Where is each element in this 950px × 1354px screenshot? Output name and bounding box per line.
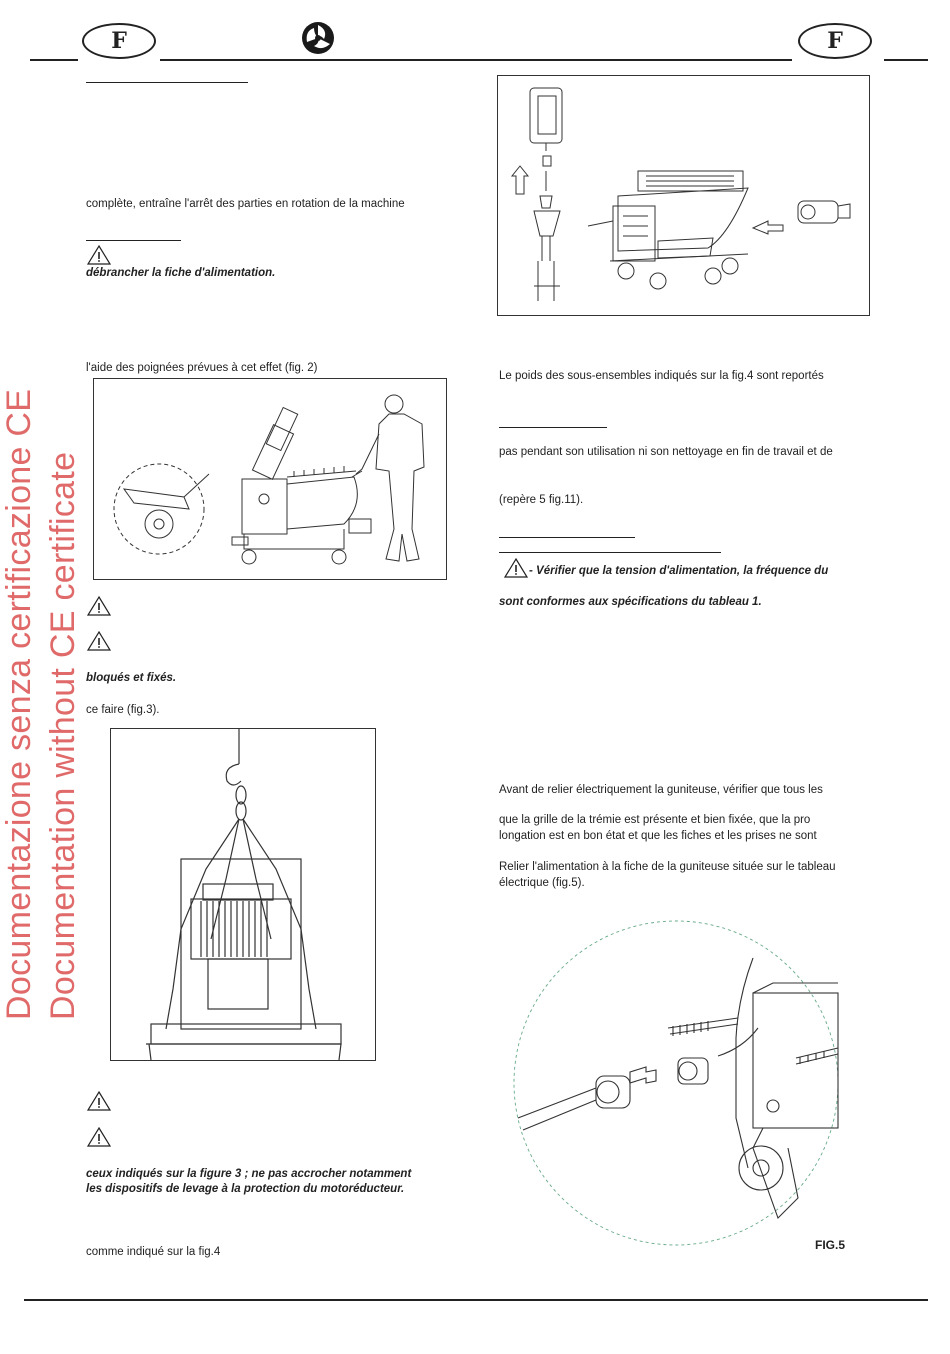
figure-2-machine-transport-illustration <box>94 379 446 579</box>
figure-5-plug-connection-illustration <box>508 918 848 1248</box>
paragraph: pas pendant son utilisation ni son nettoyage en fin de travail et de <box>499 446 833 458</box>
warning-icon <box>503 557 529 579</box>
warning-text: débrancher la fiche d'alimentation. <box>86 267 276 279</box>
figure-4-subassemblies-illustration <box>498 76 869 315</box>
warning-icon <box>86 595 112 617</box>
header-rule-left <box>30 59 78 61</box>
figure-3-frame <box>110 728 376 1061</box>
subheading-rule <box>86 240 181 241</box>
paragraph: électrique (fig.5). <box>499 877 585 889</box>
paragraph: ce faire (fig.3). <box>86 704 160 716</box>
watermark-line-2: Documentation without CE certificate <box>44 451 82 1020</box>
paragraph: Relier l'alimentation à la fiche de la guniteuse située sur le tableau <box>499 861 836 873</box>
paragraph: (repère 5 fig.11). <box>499 494 584 506</box>
figure-4-frame <box>497 75 870 316</box>
paragraph: longation est en bon état et que les fiches et les prises ne sont <box>499 830 817 842</box>
warning-text: bloqués et fixés. <box>86 672 177 684</box>
paragraph: que la grille de la trémie est présente et bien fixée, que la pro <box>499 814 811 826</box>
paragraph: Avant de relier électriquement la guniteuse, vérifier que tous les <box>499 784 823 796</box>
subheading-rule <box>499 552 721 553</box>
warning-icon <box>86 1090 112 1112</box>
warning-icon <box>86 244 112 266</box>
subheading-rule <box>499 427 607 428</box>
section-heading-rule <box>86 82 248 83</box>
warning-text: les dispositifs de levage à la protection du motoréducteur. <box>86 1183 405 1195</box>
warning-text: ceux indiqués sur la figure 3 ; ne pas accrocher notamment <box>86 1168 412 1180</box>
brand-logo-left <box>82 23 156 59</box>
paragraph: Le poids des sous-ensembles indiqués sur la fig.4 sont reportés <box>499 370 824 382</box>
logo-letter: F <box>111 28 127 54</box>
figure-2-frame <box>93 378 447 580</box>
rotor-emblem-icon <box>300 20 336 56</box>
paragraph: l'aide des poignées prévues à cet effet (fig. 2) <box>86 362 318 374</box>
subheading-rule <box>499 537 635 538</box>
header-rule-center <box>160 59 792 61</box>
warning-text: - Vérifier que la tension d'alimentation, la fréquence du <box>529 565 829 577</box>
warning-text: sont conformes aux spécifications du tableau 1. <box>499 596 762 608</box>
figure-3-lifting-illustration <box>111 729 375 1060</box>
brand-logo-right <box>798 23 872 59</box>
logo-letter: F <box>827 28 843 54</box>
header-rule-right <box>884 59 928 61</box>
footer-rule <box>24 1299 928 1301</box>
paragraph: comme indiqué sur la fig.4 <box>86 1246 221 1258</box>
figure-5-label: FIG.5 <box>815 1238 846 1252</box>
warning-icon <box>86 1126 112 1148</box>
watermark-line-1: Documentazione senza certificazione CE <box>0 388 38 1020</box>
paragraph: complète, entraîne l'arrêt des parties en rotation de la machine <box>86 198 405 210</box>
warning-icon <box>86 630 112 652</box>
